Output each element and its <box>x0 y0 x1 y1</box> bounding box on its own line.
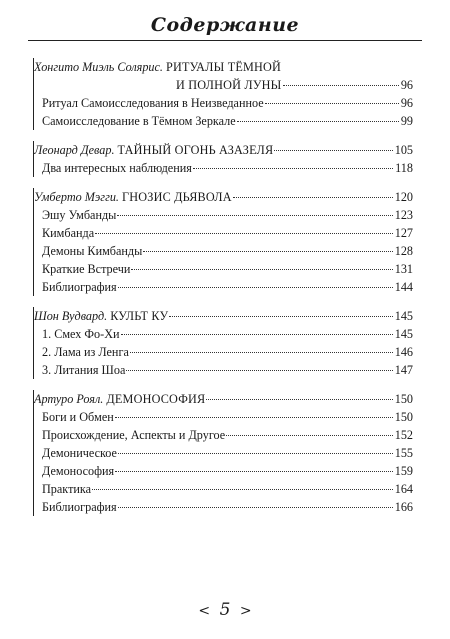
toc-entry-main[interactable] <box>34 188 413 206</box>
entry-title: Демоны Кимбанды <box>42 244 143 258</box>
footer-left-ornament: < <box>198 603 211 619</box>
entry-title: Эшу Умбанды <box>42 208 117 222</box>
dot-leader <box>118 507 393 508</box>
dot-leader <box>131 269 392 270</box>
page-footer <box>0 600 450 620</box>
toc-entry-main-continued[interactable] <box>34 76 413 94</box>
toc-section <box>33 307 413 379</box>
entry-title: Демонософия <box>42 464 115 478</box>
entry-title: Ритуал Самоисследования в Неизведанное <box>42 96 264 110</box>
page-number: 155 <box>394 446 413 460</box>
page-title: Содержание <box>150 14 300 36</box>
entry-author: Артуро Роял. <box>34 392 104 406</box>
dot-leader <box>117 215 392 216</box>
page-number: 96 <box>400 96 413 110</box>
page-number: 164 <box>394 482 413 496</box>
entry-author: Леонард Девар. <box>34 143 115 157</box>
toc-entry-sub[interactable] <box>34 462 413 480</box>
dot-leader <box>265 103 399 104</box>
page-number: 152 <box>394 428 413 442</box>
page-number: 105 <box>394 143 413 157</box>
header-rule <box>28 40 422 41</box>
dot-leader <box>115 417 393 418</box>
footer-right-ornament: > <box>239 603 252 619</box>
dot-leader <box>206 399 392 400</box>
folio-page-number: 5 <box>219 600 231 620</box>
page-number: 128 <box>394 244 413 258</box>
toc-section <box>33 58 413 130</box>
toc-entry-sub[interactable] <box>34 444 413 462</box>
entry-title: Самоисследование в Тёмном Зеркале <box>42 114 236 128</box>
toc-entry-sub[interactable] <box>34 426 413 444</box>
page-number: 144 <box>394 280 413 294</box>
dot-leader <box>121 334 393 335</box>
toc-entry-sub[interactable] <box>34 94 413 112</box>
entry-title: КУЛЬТ КУ <box>110 309 169 323</box>
toc-entry-sub[interactable] <box>34 408 413 426</box>
dot-leader <box>118 453 393 454</box>
entry-author: Умберто Мэгги. <box>34 190 119 204</box>
page-number: 150 <box>394 410 413 424</box>
toc-entry-sub[interactable] <box>34 361 413 379</box>
dot-leader <box>118 287 393 288</box>
toc-entry-sub[interactable] <box>34 343 413 361</box>
toc-entry-sub[interactable] <box>34 206 413 224</box>
page-number: 131 <box>394 262 413 276</box>
entry-title: Библиография <box>42 500 117 514</box>
entry-title: Боги и Обмен <box>42 410 114 424</box>
entry-title: Два интересных наблюдения <box>42 161 192 175</box>
toc-section <box>33 188 413 296</box>
toc-entry-sub[interactable] <box>34 325 413 343</box>
dot-leader <box>233 197 393 198</box>
dot-leader <box>169 316 392 317</box>
dot-leader <box>283 85 399 86</box>
entry-title: 2. Лама из Ленга <box>42 345 129 359</box>
page-header <box>28 14 422 44</box>
entry-author: Шон Вудвард. <box>34 309 108 323</box>
entry-title: Демоническое <box>42 446 117 460</box>
dot-leader <box>126 370 392 371</box>
entry-title: ГНОЗИС ДЬЯВОЛА <box>122 190 232 204</box>
toc-entry-sub[interactable] <box>34 159 413 177</box>
page-number: 96 <box>400 78 413 92</box>
page-number: 159 <box>394 464 413 478</box>
entry-title: Библиография <box>42 280 117 294</box>
dot-leader <box>115 471 393 472</box>
entry-title: ТАЙНЫЙ ОГОНЬ АЗАЗЕЛЯ <box>117 143 274 157</box>
dot-leader <box>130 352 393 353</box>
entry-title: ДЕМОНОСОФИЯ <box>106 392 206 406</box>
page-number: 166 <box>394 500 413 514</box>
page-number: 147 <box>394 363 413 377</box>
table-of-contents <box>33 58 413 516</box>
page-number: 123 <box>394 208 413 222</box>
entry-title: 3. Литания Шоа <box>42 363 126 377</box>
dot-leader <box>274 150 392 151</box>
page-number: 146 <box>394 345 413 359</box>
toc-entry-main[interactable] <box>34 390 413 408</box>
page-number: 99 <box>400 114 413 128</box>
entry-title: Кимбанда <box>42 226 95 240</box>
page-number: 127 <box>394 226 413 240</box>
entry-title: РИТУАЛЫ ТЁМНОЙ <box>166 60 282 74</box>
entry-author: Хонгито Миэль Солярис. <box>34 60 163 74</box>
entry-title-continued: И ПОЛНОЙ ЛУНЫ <box>176 78 282 92</box>
page-number: 145 <box>394 327 413 341</box>
dot-leader <box>92 489 393 490</box>
toc-entry-sub[interactable] <box>34 112 413 130</box>
toc-entry-sub[interactable] <box>34 498 413 516</box>
page-number: 120 <box>394 190 413 204</box>
toc-entry-sub[interactable] <box>34 278 413 296</box>
toc-section <box>33 390 413 516</box>
page-number: 150 <box>394 392 413 406</box>
dot-leader <box>143 251 392 252</box>
entry-title: Краткие Встречи <box>42 262 131 276</box>
toc-entry-main[interactable] <box>34 307 413 325</box>
page-number: 118 <box>395 161 413 175</box>
toc-entry-main[interactable] <box>34 141 413 159</box>
toc-entry-sub[interactable] <box>34 480 413 498</box>
toc-entry-sub[interactable] <box>34 224 413 242</box>
dot-leader <box>95 233 393 234</box>
entry-title: 1. Смех Фо-Хи <box>42 327 120 341</box>
dot-leader <box>237 121 399 122</box>
entry-title: Происхождение, Аспекты и Другое <box>42 428 226 442</box>
toc-entry-sub[interactable] <box>34 242 413 260</box>
toc-section <box>33 141 413 177</box>
dot-leader <box>226 435 393 436</box>
toc-entry-sub[interactable] <box>34 260 413 278</box>
toc-entry-main[interactable] <box>34 58 413 76</box>
page-number: 145 <box>394 309 413 323</box>
entry-title: Практика <box>42 482 92 496</box>
dot-leader <box>193 168 393 169</box>
